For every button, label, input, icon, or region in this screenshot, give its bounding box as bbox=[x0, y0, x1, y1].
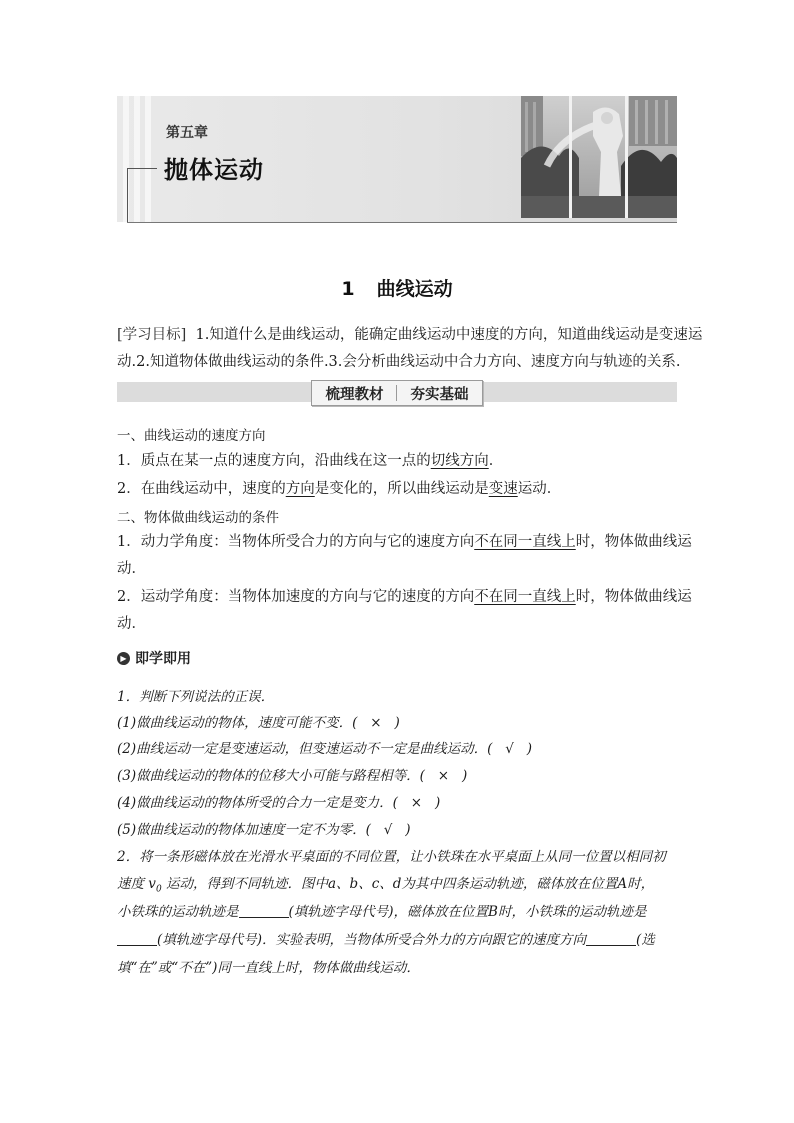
q2-l3-post: 时，小铁珠的运动轨迹是 bbox=[497, 904, 647, 920]
lesson-title bbox=[0, 274, 794, 301]
answer-not-collinear-2: 不在同一直线上 bbox=[474, 589, 576, 605]
part1-item2-text: 2．在曲线运动中，速度的 bbox=[117, 481, 286, 497]
question1-item-4 bbox=[117, 791, 679, 811]
banner-stripes bbox=[117, 96, 161, 222]
q2-l2-post: 运动，得到不同轨迹．图中 bbox=[165, 876, 328, 892]
q2-l2-pre: 速度 bbox=[117, 876, 144, 892]
q1-item-3-close: ) bbox=[461, 768, 468, 784]
question1-item-1 bbox=[117, 711, 679, 731]
part2-item2-end: 时，物体做曲线运 bbox=[575, 589, 692, 605]
q2-var-B: B bbox=[488, 904, 498, 920]
q1-item-2-text: (2)曲线运动一定是变速运动，但变速运动不一定是曲线运动．( bbox=[117, 741, 493, 757]
answer-tangent-direction: 切线方向 bbox=[430, 453, 489, 469]
q2-sep-1: 、 bbox=[336, 876, 350, 892]
banner-bracket-tick bbox=[127, 168, 157, 169]
q2-var-b: b bbox=[349, 876, 359, 892]
question2-line2 bbox=[117, 872, 679, 895]
q2-var-v: v bbox=[148, 876, 156, 892]
question1-stem: 1．判断下列说法的正误． bbox=[117, 689, 275, 705]
play-icon: ▶ bbox=[117, 652, 130, 665]
q2-l3-mid: (填轨迹字母代号)，磁体放在位置 bbox=[288, 904, 489, 920]
section-label-box bbox=[311, 380, 483, 406]
section-label-right: 夯实基础 bbox=[410, 386, 469, 403]
question1-item-5 bbox=[117, 818, 679, 838]
learning-objectives bbox=[117, 322, 703, 376]
question2-line4 bbox=[117, 928, 679, 948]
q2-var-d: d bbox=[392, 876, 402, 892]
chapter-label: 第五章 bbox=[166, 125, 208, 141]
q2-l3-pre: 小铁珠的运动轨迹是 bbox=[117, 904, 239, 920]
objectives-line2: 动.2.知道物体做曲线运动的条件.3.会分析曲线运动中合力方向、速度方向与轨迹的关系. bbox=[117, 354, 681, 370]
practice-subhead bbox=[117, 648, 191, 668]
q2-var-a: a bbox=[327, 876, 337, 892]
q2-var-A: A bbox=[617, 876, 628, 892]
chapter-title: 抛体运动 bbox=[164, 156, 264, 184]
q1-item-1-close: ) bbox=[394, 715, 400, 731]
q2-var-sub: 0 bbox=[155, 884, 162, 895]
q1-item-4-mark: × bbox=[410, 795, 423, 811]
part2-heading: 二、物体做曲线运动的条件 bbox=[117, 510, 279, 526]
part1-item1-text: 1．质点在某一点的速度方向，沿曲线在这一点的 bbox=[117, 453, 431, 469]
answer-blank-2[interactable] bbox=[117, 931, 157, 946]
lesson-number: 1 bbox=[341, 278, 355, 300]
q1-item-2-close: ) bbox=[526, 741, 533, 757]
banner-bracket-line bbox=[127, 168, 128, 223]
question2-line3 bbox=[117, 900, 679, 920]
part1-item2-end: 运动． bbox=[517, 481, 562, 497]
q1-item-4-text: (4)做曲线运动的物体所受的合力一定是变力．( bbox=[117, 795, 398, 811]
answer-blank-3[interactable] bbox=[586, 931, 636, 946]
q2-var-c: c bbox=[371, 876, 380, 892]
part1-item1 bbox=[117, 449, 679, 470]
q1-item-1-mark: × bbox=[370, 715, 382, 731]
part2-item2-text: 2．运动学角度：当物体加速度的方向与它的速度的方向 bbox=[117, 589, 475, 605]
objectives-tag: [学习目标] bbox=[117, 327, 187, 343]
answer-blank-1[interactable] bbox=[239, 903, 289, 918]
banner-underline bbox=[127, 222, 677, 223]
question2-line5: 填“在”或“不在”)同一直线上时，物体做曲线运动． bbox=[117, 960, 420, 976]
merlion-photo-icon bbox=[521, 96, 677, 218]
q2-l2-tail: 时， bbox=[627, 876, 655, 892]
question1-item-2 bbox=[117, 737, 679, 757]
q1-item-3-mark: × bbox=[437, 768, 450, 784]
q2-l2-end: 为其中四条运动轨迹，磁体放在位置 bbox=[401, 876, 618, 892]
part1-heading: 一、曲线运动的速度方向 bbox=[117, 428, 266, 444]
part1-item2-mid: 是变化的，所以曲线运动是 bbox=[314, 481, 489, 497]
part2-item2 bbox=[117, 585, 692, 606]
part2-item1-end: 时，物体做曲线运 bbox=[575, 534, 692, 550]
q1-item-5-close: ) bbox=[405, 822, 411, 838]
answer-not-collinear-1: 不在同一直线上 bbox=[474, 534, 576, 550]
q2-l4-post: (选 bbox=[636, 932, 655, 948]
part1-item1-end: ． bbox=[488, 453, 504, 469]
q1-item-5-text: (5)做曲线运动的物体加速度一定不为零．( bbox=[117, 822, 371, 838]
q2-sep-2: 、 bbox=[358, 876, 372, 892]
section-divider bbox=[396, 385, 397, 401]
part2-item1-cont: 动． bbox=[117, 561, 146, 577]
q1-item-5-mark: √ bbox=[383, 822, 393, 838]
q2-sep-3: 、 bbox=[379, 876, 393, 892]
part2-item2-cont: 动． bbox=[117, 616, 146, 632]
q2-l4-pre: (填轨迹字母代号)．实验表明，当物体所受合外力的方向跟它的速度方向 bbox=[157, 932, 587, 948]
part2-item1-text: 1．动力学角度：当物体所受合力的方向与它的速度方向 bbox=[117, 534, 475, 550]
question1-item-3 bbox=[117, 764, 679, 784]
question2-line1: 2．将一条形磁体放在光滑水平桌面的不同位置，让小铁珠在水平桌面上从同一位置以相同初 bbox=[117, 849, 666, 865]
q1-item-2-mark: √ bbox=[505, 741, 514, 757]
objectives-line1: 1.知道什么是曲线运动，能确定曲线运动中速度的方向，知道曲线运动是变速运 bbox=[195, 327, 703, 343]
answer-variable-speed: 变速 bbox=[488, 481, 518, 497]
lesson-title-text: 曲线运动 bbox=[376, 278, 453, 300]
q1-item-4-close: ) bbox=[434, 795, 441, 811]
part1-item2 bbox=[117, 477, 679, 498]
section-label-left: 梳理教材 bbox=[325, 386, 384, 403]
q1-item-1-text: (1)做曲线运动的物体，速度可能不变．( bbox=[117, 715, 358, 731]
q1-item-3-text: (3)做曲线运动的物体的位移大小可能与路程相等．( bbox=[117, 768, 425, 784]
practice-subhead-text: 即学即用 bbox=[135, 651, 191, 667]
part2-item1 bbox=[117, 530, 692, 551]
answer-direction: 方向 bbox=[285, 481, 315, 497]
